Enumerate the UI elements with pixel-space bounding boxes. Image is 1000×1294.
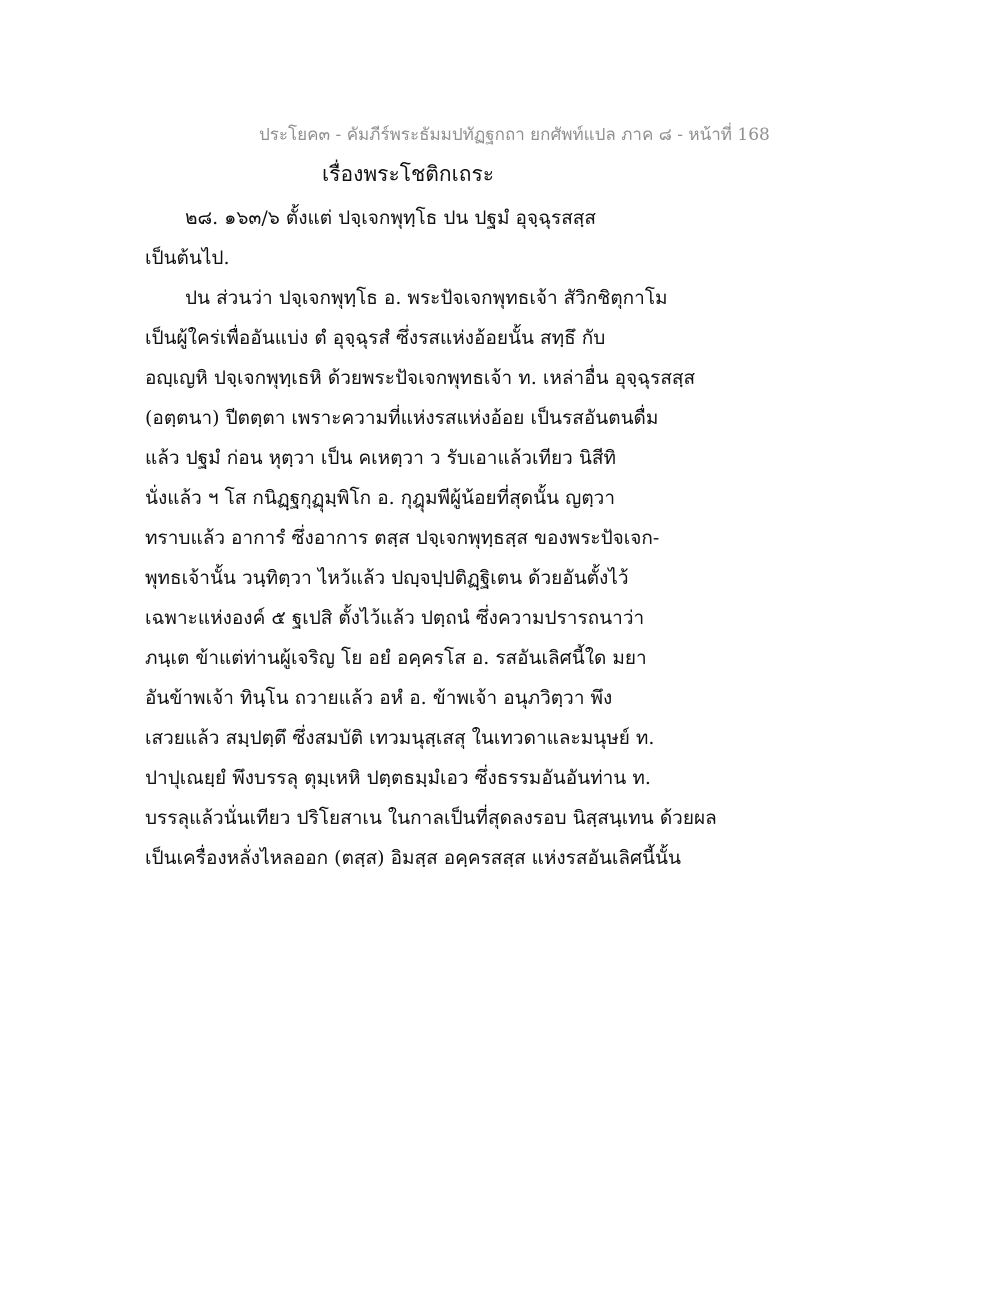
paragraph-line: อญฺเญหิ ปจฺเจกพุทฺเธหิ ด้วยพระปัจเจกพุทธเจ้า ท. เหล่าอื่น อุจฺฉุรสสฺส (145, 367, 696, 389)
running-header: ประโยค๓ - คัมภีร์พระธัมมปทัฏฐกถา ยกศัพท์แปล ภาค ๘ - หน้าที่ 168 (259, 125, 770, 145)
paragraph-line: ๒๘. ๑๖๓/๖ ตั้งแต่ ปจฺเจกพุทฺโธ ปน ปฐมํ อุจฺฉุรสสฺส (185, 207, 597, 229)
paragraph-line: พุทธเจ้านั้น วนฺทิตฺวา ไหว้แล้ว ปญฺจปฺปติฏฺฐิเตน ด้วยอันตั้งไว้ (145, 567, 629, 589)
paragraph-line: ปาปุเณยฺยํ พึงบรรลุ ตุมฺเหหิ ปตฺตธมฺมํเอว ซึ่งธรรมอันอันท่าน ท. (145, 767, 651, 789)
paragraph-line: นั่งแล้ว ฯ โส กนิฏฺฐกุฏุมฺพิโก อ. กุฎุมพีผู้น้อยที่สุดนั้น ญตฺวา (145, 487, 616, 509)
paragraph-line: ทราบแล้ว อาการํ ซึ่งอาการ ตสฺส ปจฺเจกพุทฺธสฺส ของพระปัจเจก- (145, 527, 660, 549)
paragraph-line: (อตฺตนา) ปีตตฺตา เพราะความที่แห่งรสแห่งอ้อย เป็นรสอันตนดื่ม (145, 407, 659, 429)
paragraph-line: เป็นเครื่องหลั่งไหลออก (ตสฺส) อิมสฺส อคฺครสสฺส แห่งรสอันเลิศนี้นั้น (145, 847, 682, 869)
paragraph-line: เฉพาะแห่งองค์ ๕ ฐเปสิ ตั้งไว้แล้ว ปตฺถนํ ซึ่งความปรารถนาว่า (145, 607, 645, 629)
paragraph-line: แล้ว ปฐมํ ก่อน หุตฺวา เป็น คเหตฺวา ว รับเอาแล้วเทียว นิสีทิ (145, 447, 616, 469)
body-text (145, 198, 765, 878)
paragraph-line: เป็นต้นไป. (145, 247, 230, 269)
paragraph-line: ภนฺเต ข้าแต่ท่านผู้เจริญ โย อยํ อคฺครโส อ. รสอันเลิศนี้ใด มยา (145, 647, 647, 669)
paragraph-line: ปน ส่วนว่า ปจฺเจกพุทฺโธ อ. พระปัจเจกพุทธเจ้า สัวิกชิตุกาโม (185, 287, 668, 309)
paragraph-line: อันข้าพเจ้า ทินฺโน ถวายแล้ว อหํ อ. ข้าพเจ้า อนุภวิตฺวา พึง (145, 687, 613, 709)
paragraph-line: เสวยแล้ว สมฺปตฺตึ ซึ่งสมบัติ เทวมนุสฺเสสุ ในเทวดาและมนุษย์ ท. (145, 727, 655, 749)
paragraph-line: เป็นผู้ใคร่เพื่ออันแบ่ง ตํ อุจฺฉุรสํ ซึ่งรสแห่งอ้อยนั้น สทฺธึ กับ (145, 327, 606, 349)
paragraph-line: บรรลุแล้วนั่นเทียว ปริโยสาเน ในกาลเป็นที่สุดลงรอบ นิสฺสนฺเทน ด้วยผล (145, 807, 717, 829)
story-title: เรื่องพระโชติกเถระ (322, 162, 495, 186)
